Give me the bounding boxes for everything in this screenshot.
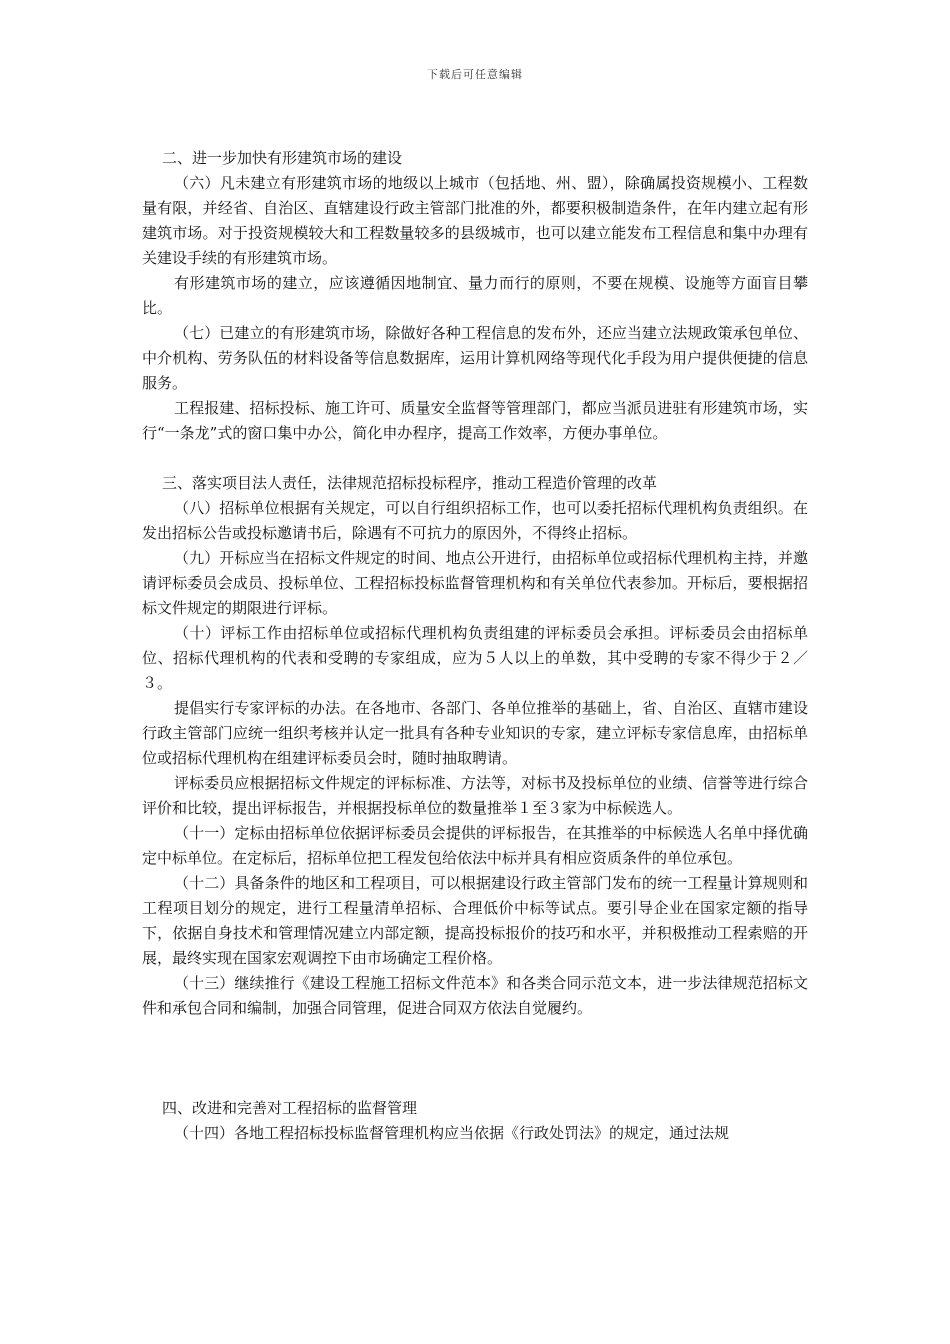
section-heading: 二、进一步加快有形建筑市场的建设 <box>162 149 403 167</box>
paragraph: （十三）继续推行《建设工程施工招标文件范本》和各类合同示范文本，进一步法律规范招标文件和承包合同和编制，加强合同管理，促进合同双方依法自觉履约。 <box>142 974 808 1017</box>
section-2 <box>142 146 808 446</box>
section-heading: 三、落实项目法人责任，法律规范招标投标程序，推动工程造价管理的改革 <box>162 474 658 492</box>
section-heading: 四、改进和完善对工程招标的监督管理 <box>162 1099 418 1117</box>
page-header: 下载后可任意编辑 <box>427 68 523 81</box>
section-spacer <box>142 1021 808 1096</box>
section-3 <box>142 471 808 1021</box>
paragraph: （八）招标单位根据有关规定，可以自行组织招标工作，也可以委托招标代理机构负责组织。在发出招标公告或投标邀请书后，除遇有不可抗力的原因外，不得终止招标。 <box>142 499 808 542</box>
document-body <box>142 146 808 1146</box>
paragraph: 有形建筑市场的建立，应该遵循因地制宜、量力而行的原则，不要在规模、设施等方面盲目攀比。 <box>142 274 808 317</box>
paragraph: （十）评标工作由招标单位或招标代理机构负责组建的评标委员会承担。评标委员会由招标单位、招标代理机构的代表和受聘的专家组成，应为５人以上的单数，其中受聘的专家不得少于２／３。 <box>142 624 808 692</box>
paragraph: （十四）各地工程招标投标监督管理机构应当依据《行政处罚法》的规定，通过法规 <box>174 1124 730 1142</box>
paragraph: 工程报建、招标投标、施工许可、质量安全监督等管理部门，都应当派员进驻有形建筑市场，实行“一条龙”式的窗口集中办公，简化申办程序，提高工作效率，方便办事单位。 <box>142 399 808 442</box>
paragraph: 评标委员应根据招标文件规定的评标标准、方法等，对标书及投标单位的业绩、信誉等进行综合评价和比较，提出评标报告，并根据投标单位的数量推举１至３家为中标候选人。 <box>142 774 808 817</box>
section-spacer <box>142 446 808 471</box>
paragraph: 提倡实行专家评标的办法。在各地市、各部门、各单位推举的基础上，省、自治区、直辖市建设行政主管部门应统一组织考核并认定一批具有各种专业知识的专家，建立评标专家信息库，由招标单位或招标代理机构在组建评标委员会时，随时抽取聘请。 <box>142 699 808 767</box>
section-4 <box>142 1096 808 1146</box>
paragraph: （十一）定标由招标单位依据评标委员会提供的评标报告，在其推举的中标候选人名单中择优确定中标单位。在定标后，招标单位把工程发包给依法中标并具有相应资质条件的单位承包。 <box>142 824 808 867</box>
paragraph: （十二）具备条件的地区和工程项目，可以根据建设行政主管部门发布的统一工程量计算规则和工程项目划分的规定，进行工程量清单招标、合理低价中标等试点。要引导企业在国家定额的指导下，依据自身技术和管理情况建立内部定额，提高投标报价的技巧和水平，并积极推动工程索赔的开展，最终实现在国家宏观调控下由市场确定工程价格。 <box>142 874 808 967</box>
paragraph: （六）凡未建立有形建筑市场的地级以上城市（包括地、州、盟），除确属投资规模小、工程数量有限，并经省、自治区、直辖建设行政主管部门批准的外，都要积极制造条件，在年内建立起有形建筑市场。对于投资规模较大和工程数量较多的县级城市，也可以建立能发布工程信息和集中办理有关建设手续的有形建筑市场。 <box>142 174 808 267</box>
paragraph: （九）开标应当在招标文件规定的时间、地点公开进行，由招标单位或招标代理机构主持，并邀请评标委员会成员、投标单位、工程招标投标监督管理机构和有关单位代表参加。开标后，要根据招标文件规定的期限进行评标。 <box>142 549 808 617</box>
paragraph: （七）已建立的有形建筑市场，除做好各种工程信息的发布外，还应当建立法规政策承包单位、中介机构、劳务队伍的材料设备等信息数据库，运用计算机网络等现代化手段为用户提供便捷的信息服务。 <box>142 324 808 392</box>
